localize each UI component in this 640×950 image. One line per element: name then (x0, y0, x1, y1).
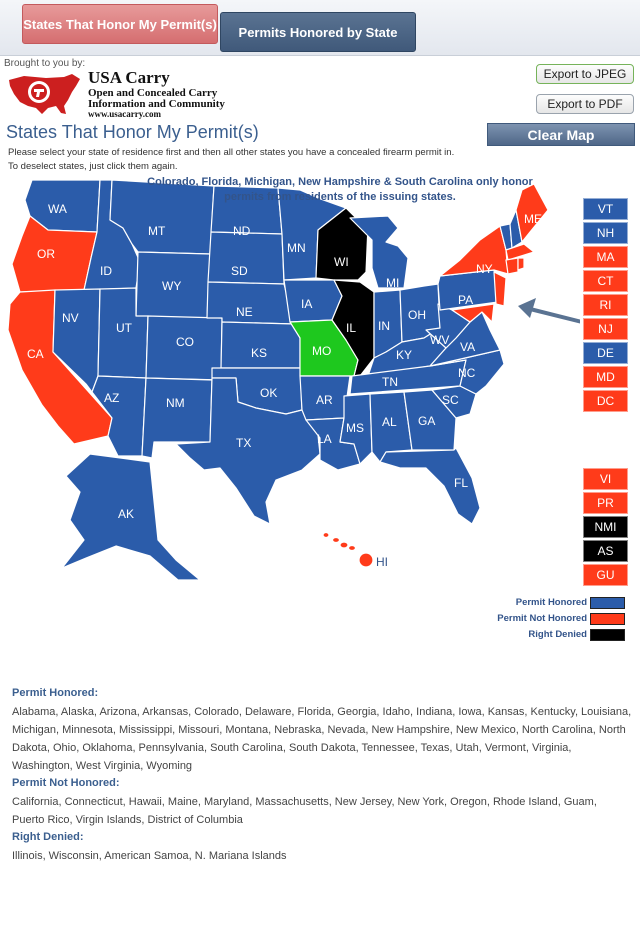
legend-swatch-honored (590, 597, 625, 609)
label-TX: TX (236, 436, 252, 450)
label-IL: IL (346, 321, 357, 335)
label-ME: ME (524, 212, 542, 226)
small-state-button-dc[interactable]: DC (583, 390, 628, 412)
label-SC: SC (442, 393, 459, 407)
small-state-button-ct[interactable]: CT (583, 270, 628, 292)
label-MN: MN (287, 241, 306, 255)
instructions-line-1: Please select your state of residence first and then all other states you have a concealed firearm permit in. (8, 147, 455, 158)
state-KS[interactable] (221, 322, 300, 368)
label-OH: OH (408, 308, 426, 322)
label-NM: NM (166, 396, 185, 410)
label-PA: PA (458, 293, 474, 307)
notice-line-2: permits from residents of the issuing states. (224, 191, 456, 203)
label-TN: TN (382, 375, 398, 389)
export-pdf-button[interactable]: Export to PDF (536, 94, 634, 114)
label-VA: VA (460, 340, 476, 354)
label-ID: ID (100, 264, 112, 278)
legend-label-denied: Right Denied (528, 629, 587, 640)
not-honored-list-heading: Permit Not Honored: (12, 777, 120, 789)
clear-map-button[interactable]: Clear Map (487, 123, 635, 146)
territory-button-pr[interactable]: PR (583, 492, 628, 514)
label-WV: WV (430, 333, 450, 347)
legend-swatch-denied (590, 629, 625, 641)
tab-permits-honored-by-state[interactable]: Permits Honored by State (220, 12, 416, 52)
territory-button-vi[interactable]: VI (583, 468, 628, 490)
label-KY: KY (396, 348, 413, 362)
brand-name: USA Carry (88, 68, 170, 87)
label-AK: AK (118, 507, 135, 521)
small-state-button-ma[interactable]: MA (583, 246, 628, 268)
label-KS: KS (251, 346, 268, 360)
notice-line-1: Colorado, Florida, Michigan, New Hampshire & South Carolina only honor (147, 176, 533, 188)
label-ND: ND (233, 224, 251, 238)
page-title: States That Honor My Permit(s) (6, 122, 259, 142)
label-UT: UT (116, 321, 132, 335)
label-MT: MT (148, 224, 166, 238)
usa-carry-logo-icon (6, 70, 84, 118)
label-IN: IN (378, 319, 390, 333)
label-AZ: AZ (104, 391, 120, 405)
label-MO: MO (312, 344, 332, 358)
label-WA: WA (48, 202, 67, 216)
label-NY: NY (476, 262, 493, 276)
small-state-button-md[interactable]: MD (583, 366, 628, 388)
state-NJ[interactable] (494, 272, 506, 306)
label-NE: NE (236, 305, 253, 319)
instructions-line-2: To deselect states, just click them again. (8, 161, 178, 172)
label-NV: NV (62, 311, 79, 325)
legend-label-not-honored: Permit Not Honored (497, 613, 587, 624)
territory-button-gu[interactable]: GU (583, 564, 628, 586)
small-state-button-vt[interactable]: VT (583, 198, 628, 220)
label-WY: WY (162, 279, 182, 293)
tab-states-that-honor-my-permits[interactable]: States That Honor My Permit(s) (22, 4, 218, 44)
small-state-button-nj[interactable]: NJ (583, 318, 628, 340)
tab-bar (0, 0, 640, 56)
label-OR: OR (37, 247, 55, 261)
small-state-button-de[interactable]: DE (583, 342, 628, 364)
label-AL: AL (382, 415, 397, 429)
label-CO: CO (176, 335, 194, 349)
label-WI: WI (334, 255, 349, 269)
label-SD: SD (231, 264, 248, 278)
legend-swatch-not-honored (590, 613, 625, 625)
pointer-arrow-icon (518, 298, 580, 322)
honored-list-heading: Permit Honored: (12, 687, 99, 699)
state-CT[interactable] (506, 258, 518, 274)
label-CA: CA (27, 347, 44, 361)
brought-to-you-by-label: Brought to you by: (4, 58, 86, 69)
denied-list-heading: Right Denied: (12, 831, 84, 843)
legend-label-honored: Permit Honored (515, 597, 587, 608)
brand-subtitle-2: Information and Community (88, 98, 225, 110)
label-MS: MS (346, 421, 364, 435)
state-HI[interactable] (323, 533, 373, 568)
not-honored-list: California, Connecticut, Hawaii, Maine, Maryland, Massachusetts, New Jersey, New York, Oregon, Rhode Island, Guam, Puerto Rico, Virgin Islands, District of Columbia (12, 796, 597, 826)
small-state-button-nh[interactable]: NH (583, 222, 628, 244)
state-RI[interactable] (518, 258, 524, 270)
brand-url: www.usacarry.com (88, 109, 161, 119)
export-jpeg-button[interactable]: Export to JPEG (536, 64, 634, 84)
denied-list: Illinois, Wisconsin, American Samoa, N. Mariana Islands (12, 850, 287, 862)
us-states-map (0, 180, 580, 600)
small-state-button-ri[interactable]: RI (583, 294, 628, 316)
label-AR: AR (316, 393, 333, 407)
label-GA: GA (418, 414, 436, 428)
territory-button-nmi[interactable]: NMI (583, 516, 628, 538)
label-IA: IA (301, 297, 313, 311)
label-OK: OK (260, 386, 278, 400)
territory-button-as[interactable]: AS (583, 540, 628, 562)
brand-subtitle-1: Open and Concealed Carry (88, 87, 218, 99)
honored-list: Alabama, Alaska, Arizona, Arkansas, Colorado, Delaware, Florida, Georgia, Idaho, Indiana, Iowa, Kansas, Kentucky, Louisiana, Michigan, Minnesota, Mississippi, Missouri, Montana, Nebraska, Nevada, New Hampshire, New Mexico, North Carolina, North Dakota, Ohio, Oklahoma, Pennsylvania, South Carolina, South Dakota, Tennessee, Texas, Utah, Vermont, Virginia, Washington, West Virginia, Wyoming (12, 706, 632, 772)
label-MI: MI (386, 276, 400, 290)
label-FL: FL (454, 476, 469, 490)
label-NC: NC (458, 366, 476, 380)
label-LA: LA (317, 432, 332, 446)
label-HI: HI (376, 555, 388, 569)
state-NY[interactable] (440, 226, 508, 276)
